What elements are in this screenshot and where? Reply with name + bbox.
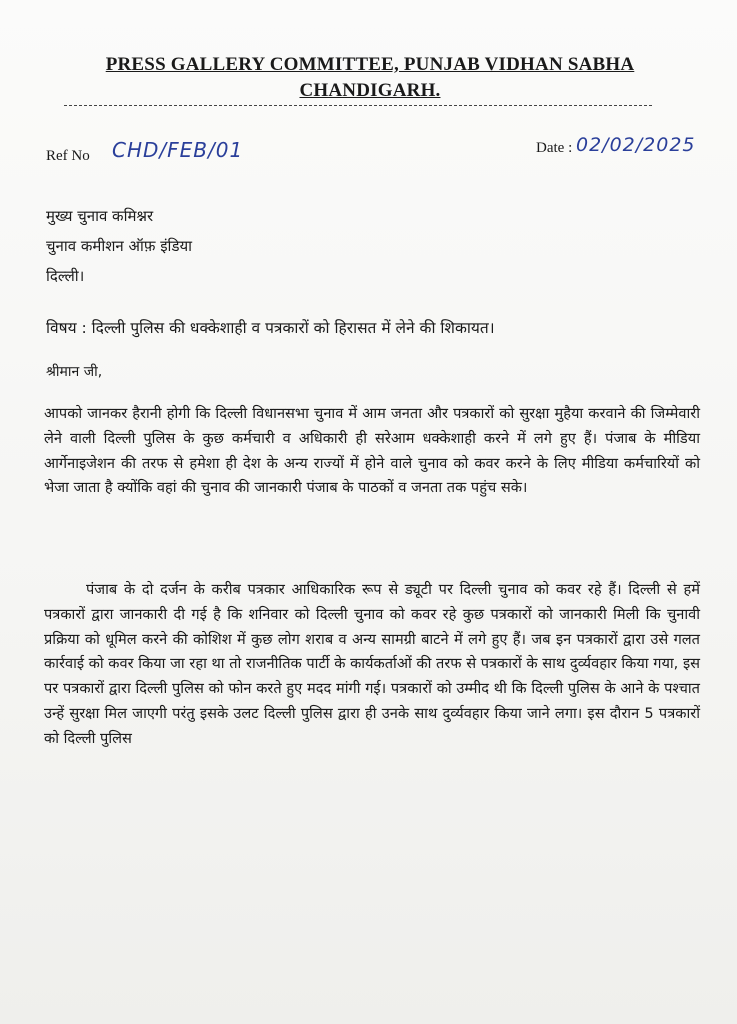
body-paragraph: आपको जानकर हैरानी होगी कि दिल्ली विधानसभा चुनाव में आम जनता और पत्रकारों को सुरक्षा मुहैया करवाने की जिम्मेवारी लेने वाली दिल्ली पुलिस के कुछ कर्मचारी व अधिकारी ही सरेआम धक्केशाही करने में लगे हुए हैं। पंजाब के मीडिया आर्गेनाइजेशन की तरफ से हमेशा ही देश के अन्य राज्यों में होने वाले चुनाव को कवर करने के लिए मीडिया कर्मचारियों को भेजा जाता है क्योंकि वहां की चुनाव की जानकारी पंजाब के पाठकों व जनता तक पहुंच सके। [44, 405, 700, 497]
address-line: चुनाव कमीशन ऑफ़ इंडिया [46, 237, 193, 255]
ref-label: Ref No [46, 148, 90, 164]
header-divider [64, 105, 652, 106]
letterhead-city: CHANDIGARH. [299, 80, 441, 101]
address-line: दिल्ली। [46, 267, 85, 285]
date-value: 02/02/2025 [576, 134, 696, 156]
letterhead-title: PRESS GALLERY COMMITTEE, PUNJAB VIDHAN SABHA [105, 54, 635, 75]
body-paragraph: पंजाब के दो दर्जन के करीब पत्रकार आधिकारिक रूप से ड्यूटी पर दिल्ली चुनाव को कवर रहे हैं। दिल्ली से हमें पत्रकारों द्वारा जानकारी दी गई है कि शनिवार को दिल्ली चुनाव को कवर रहे कुछ पत्रकारों को जानकारी मिली कि चुनावी प्रक्रिया को धूमिल करने की कोशिश में कुछ लोग शराब व अन्य सामग्री बाटने में लगे हुए हैं। जब इन पत्रकारों द्वारा उसे गलत कार्रवाई को कवर किया जा रहा था तो राजनीतिक पार्टी के कार्यकर्ताओं की तरफ से पत्रकारों के साथ दुर्व्यवहार किया गया, इस पर पत्रकारों द्वारा दिल्ली पुलिस को फोन करते हुए मदद मांगी गई। पत्रकारों को उम्मीद थी कि दिल्ली पुलिस के आने के पश्चात उन्हें सुरक्षा मिल जाएगी परंतु इसके उलट दिल्ली पुलिस द्वारा ही उनके साथ दुर्व्यवहार किया जाने लगा। इस दौरान 5 पत्रकारों को दिल्ली पुलिस [44, 581, 700, 747]
date-label: Date : [536, 140, 573, 156]
subject-line: विषय : दिल्ली पुलिस की धक्केशाही व पत्रकारों को हिरासत में लेने की शिकायत। [46, 319, 495, 337]
ref-number: CHD/FEB/01 [112, 138, 244, 162]
address-line: मुख्य चुनाव कमिश्नर [46, 207, 154, 225]
salutation: श्रीमान जी, [46, 364, 103, 380]
letterhead [40, 52, 700, 104]
